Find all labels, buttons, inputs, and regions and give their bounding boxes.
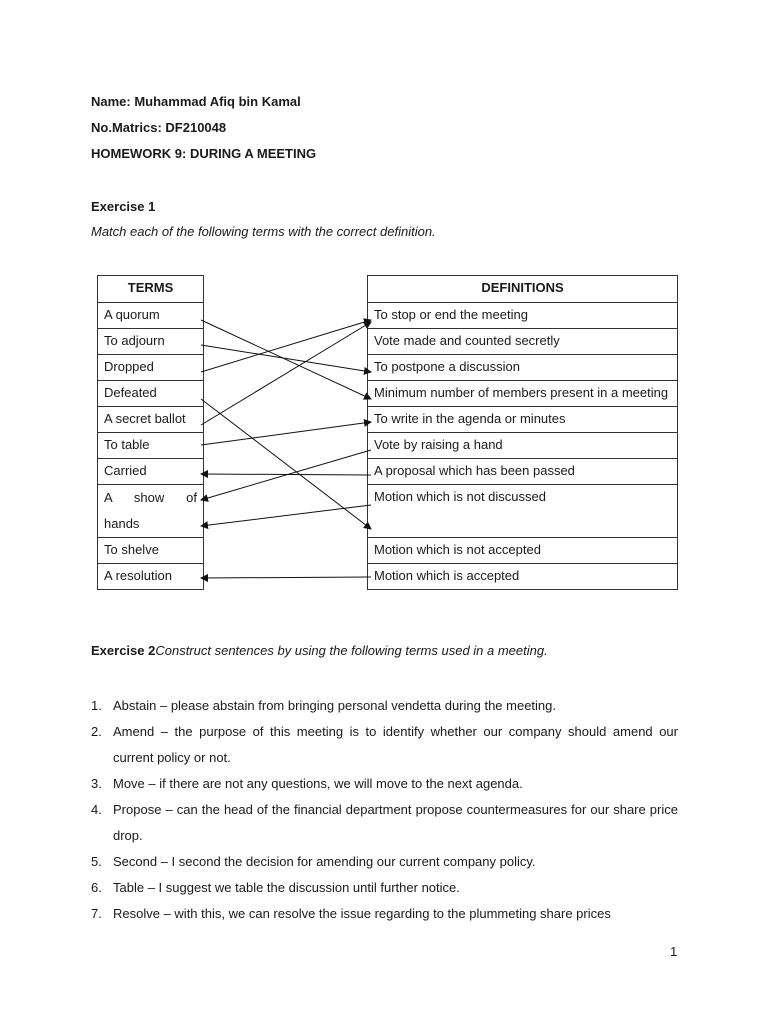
definition-cell: Vote by raising a hand (368, 433, 678, 459)
match-arrow (201, 474, 371, 475)
sentence-text: Abstain – please abstain from bringing personal vendetta during the meeting. (113, 698, 557, 713)
list-item (91, 875, 678, 901)
sentence-text: Amend – the purpose of this meeting is to identify whether our company should amend our current policy or not. (113, 724, 678, 765)
list-number: 5. (91, 854, 102, 869)
term-cell: To shelve (98, 538, 204, 564)
exercise2-heading (91, 643, 548, 658)
exercise2-instruction: Construct sentences by using the following terms used in a meeting. (155, 643, 548, 658)
match-arrow (201, 450, 371, 500)
sentence-text: Resolve – with this, we can resolve the issue regarding to the plummeting share prices (113, 906, 611, 921)
match-arrow (201, 577, 371, 578)
list-number: 3. (91, 776, 102, 791)
exercise1-instruction: Match each of the following terms with the correct definition. (91, 224, 436, 239)
list-number: 1. (91, 698, 102, 713)
list-item (91, 901, 678, 927)
match-arrow (201, 422, 371, 445)
term-cell: A secret ballot (98, 407, 204, 433)
page-number: 1 (670, 944, 678, 959)
list-item (91, 797, 678, 849)
exercise2-title: Exercise 2 (91, 643, 156, 658)
match-arrow (201, 399, 371, 529)
definition-cell: To write in the agenda or minutes (368, 407, 678, 433)
matrics-number: No.Matrics: DF210048 (91, 120, 227, 135)
terms-table (97, 275, 204, 590)
student-name: Name: Muhammad Afiq bin Kamal (91, 94, 301, 109)
sentence-text: Propose – can the head of the financial department propose countermeasures for our share price drop. (113, 802, 678, 843)
match-arrow (201, 345, 371, 372)
sentence-text: Table – I suggest we table the discussion until further notice. (113, 880, 460, 895)
definition-cell: To stop or end the meeting (368, 303, 678, 329)
term-cell: A show of hands (98, 485, 204, 538)
definition-cell: Vote made and counted secretly (368, 329, 678, 355)
match-arrow (201, 320, 371, 399)
definition-cell: Motion which is not discussed (368, 485, 678, 538)
definition-cell: Motion which is not accepted (368, 538, 678, 564)
definition-cell: A proposal which has been passed (368, 459, 678, 485)
definitions-table (367, 275, 678, 590)
sentence-list (91, 693, 678, 927)
list-number: 6. (91, 880, 102, 895)
term-cell: Defeated (98, 381, 204, 407)
term-cell: Carried (98, 459, 204, 485)
sentence-text: Move – if there are not any questions, we will move to the next agenda. (113, 776, 523, 791)
homework-title: HOMEWORK 9: DURING A MEETING (91, 146, 317, 161)
list-number: 7. (91, 906, 102, 921)
definition-cell: Motion which is accepted (368, 564, 678, 590)
list-item (91, 693, 678, 719)
list-item (91, 771, 678, 797)
list-item (91, 849, 678, 875)
terms-header: TERMS (98, 276, 204, 303)
match-arrow (201, 505, 371, 526)
definition-cell: Minimum number of members present in a meeting (368, 381, 678, 407)
definitions-header: DEFINITIONS (368, 276, 678, 303)
exercise1-title: Exercise 1 (91, 199, 156, 214)
definition-cell: To postpone a discussion (368, 355, 678, 381)
match-arrow (201, 322, 371, 425)
term-cell: Dropped (98, 355, 204, 381)
term-cell: A quorum (98, 303, 204, 329)
term-cell: A resolution (98, 564, 204, 590)
sentence-text: Second – I second the decision for amending our current company policy. (113, 854, 536, 869)
list-number: 4. (91, 802, 102, 817)
term-cell: To table (98, 433, 204, 459)
list-item (91, 719, 678, 771)
match-arrow (201, 320, 371, 372)
term-cell: To adjourn (98, 329, 204, 355)
list-number: 2. (91, 724, 102, 739)
